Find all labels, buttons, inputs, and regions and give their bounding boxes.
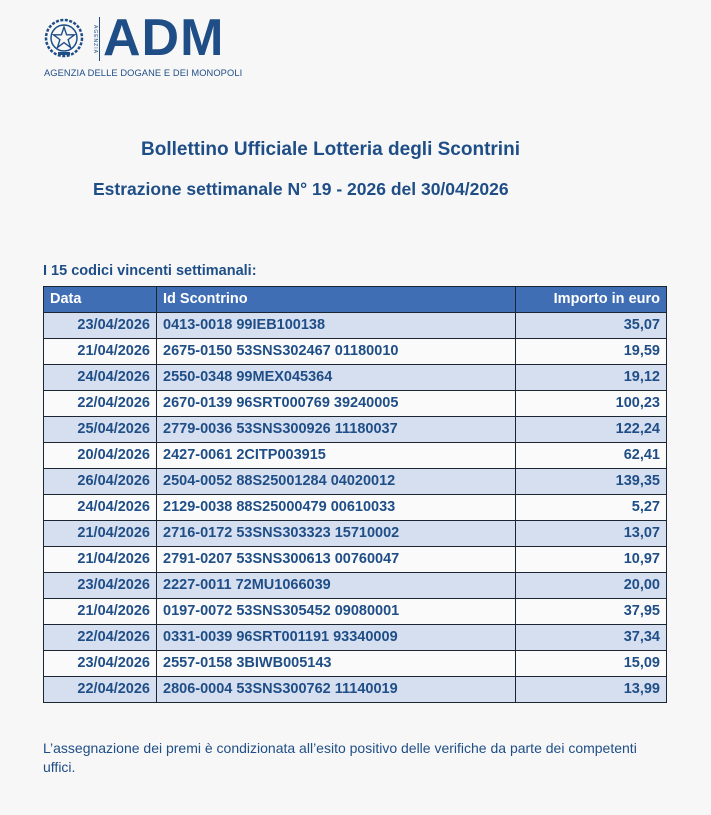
cell-date: 25/04/2026	[44, 417, 157, 443]
disclaimer-note: L’assegnazione dei premi è condizionata all’esito positivo delle verifiche da parte dei competenti uffici.	[43, 740, 637, 775]
table-row	[44, 443, 667, 469]
table-row	[44, 365, 667, 391]
cell-id-scontrino: 2670-0139 96SRT000769 39240005	[157, 391, 516, 417]
cell-date: 21/04/2026	[44, 547, 157, 573]
cell-id-scontrino: 0197-0072 53SNS305452 09080001	[157, 599, 516, 625]
cell-id-scontrino: 2504-0052 88S25001284 04020012	[157, 469, 516, 495]
cell-id-scontrino: 0413-0018 99IEB100138	[157, 313, 516, 339]
cell-importo: 37,34	[516, 625, 667, 651]
table-row	[44, 469, 667, 495]
adm-logo	[44, 9, 244, 84]
cell-id-scontrino: 2675-0150 53SNS302467 01180010	[157, 339, 516, 365]
logo-subtitle: AGENZIA DELLE DOGANE E DEI MONOPOLI	[44, 68, 243, 78]
cell-date: 23/04/2026	[44, 651, 157, 677]
cell-id-scontrino: 2427-0061 2CITP003915	[157, 443, 516, 469]
cell-id-scontrino: 2129-0038 88S25000479 00610033	[157, 495, 516, 521]
table-row	[44, 313, 667, 339]
table-row	[44, 677, 667, 703]
cell-importo: 5,27	[516, 495, 667, 521]
cell-date: 21/04/2026	[44, 599, 157, 625]
table-row	[44, 495, 667, 521]
table-row	[44, 339, 667, 365]
cell-id-scontrino: 0331-0039 96SRT001191 93340009	[157, 625, 516, 651]
table-row	[44, 521, 667, 547]
italian-republic-emblem-icon	[44, 18, 84, 58]
table-row	[44, 573, 667, 599]
winning-codes-table	[43, 286, 667, 703]
cell-date: 23/04/2026	[44, 313, 157, 339]
cell-importo: 19,12	[516, 365, 667, 391]
table-row	[44, 391, 667, 417]
cell-date: 26/04/2026	[44, 469, 157, 495]
table-row	[44, 625, 667, 651]
document-title: Bollettino Ufficiale Lotteria degli Scontrini	[141, 139, 520, 160]
table-row	[44, 651, 667, 677]
cell-id-scontrino: 2779-0036 53SNS300926 11180037	[157, 417, 516, 443]
cell-id-scontrino: 2550-0348 99MEX045364	[157, 365, 516, 391]
column-header-data: Data	[44, 287, 157, 313]
cell-importo: 10,97	[516, 547, 667, 573]
cell-importo: 19,59	[516, 339, 667, 365]
cell-importo: 139,35	[516, 469, 667, 495]
cell-date: 24/04/2026	[44, 495, 157, 521]
table-header-row	[44, 287, 667, 313]
cell-id-scontrino: 2557-0158 3BIWB005143	[157, 651, 516, 677]
cell-date: 23/04/2026	[44, 573, 157, 599]
cell-importo: 35,07	[516, 313, 667, 339]
cell-date: 22/04/2026	[44, 677, 157, 703]
cell-id-scontrino: 2806-0004 53SNS300762 11140019	[157, 677, 516, 703]
cell-importo: 20,00	[516, 573, 667, 599]
logo-vertical-text: AGENZIA	[89, 17, 100, 61]
cell-date: 21/04/2026	[44, 521, 157, 547]
cell-importo: 13,07	[516, 521, 667, 547]
cell-date: 20/04/2026	[44, 443, 157, 469]
cell-date: 24/04/2026	[44, 365, 157, 391]
cell-importo: 122,24	[516, 417, 667, 443]
cell-importo: 62,41	[516, 443, 667, 469]
cell-date: 22/04/2026	[44, 391, 157, 417]
document-subtitle: Estrazione settimanale N° 19 - 2026 del 30/04/2026	[93, 179, 509, 199]
cell-date: 21/04/2026	[44, 339, 157, 365]
cell-importo: 37,95	[516, 599, 667, 625]
cell-id-scontrino: 2791-0207 53SNS300613 00760047	[157, 547, 516, 573]
logo-wordmark: ADM	[103, 9, 225, 67]
cell-importo: 100,23	[516, 391, 667, 417]
cell-id-scontrino: 2227-0011 72MU1066039	[157, 573, 516, 599]
cell-importo: 15,09	[516, 651, 667, 677]
cell-importo: 13,99	[516, 677, 667, 703]
cell-id-scontrino: 2716-0172 53SNS303323 15710002	[157, 521, 516, 547]
table-row	[44, 547, 667, 573]
cell-date: 22/04/2026	[44, 625, 157, 651]
table-row	[44, 417, 667, 443]
table-row	[44, 599, 667, 625]
table-caption: I 15 codici vincenti settimanali:	[43, 263, 257, 279]
column-header-id-scontrino: Id Scontrino	[157, 287, 516, 313]
column-header-importo: Importo in euro	[516, 287, 667, 313]
